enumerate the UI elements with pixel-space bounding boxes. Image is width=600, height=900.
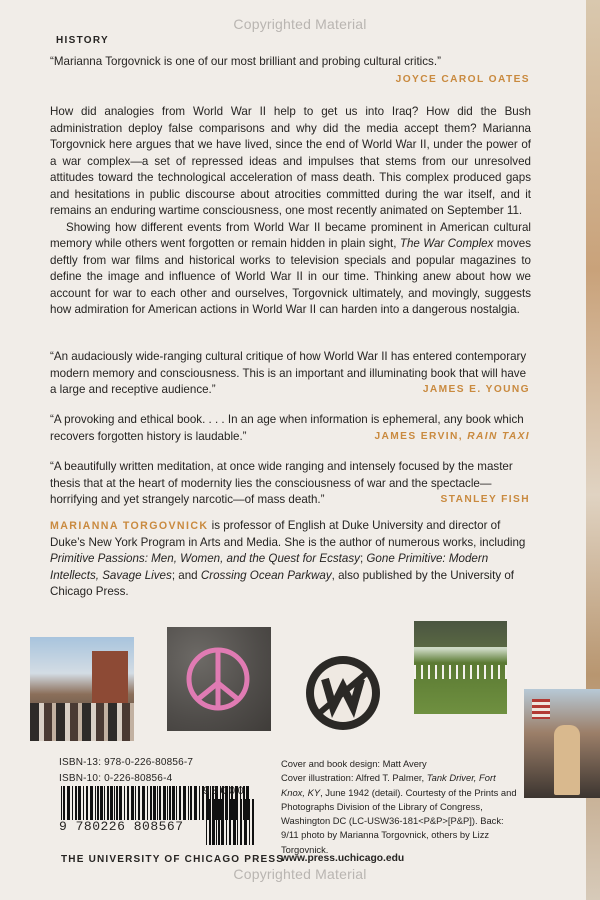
barcode-bar — [150, 786, 152, 820]
barcode-bar — [147, 786, 148, 820]
blurb-text: “An audaciously wide-ranging cultural critique of how World War II has entered contemporary modern memory and consciousness. This is an important and illuminating book that will have a large and receptive audience.” — [50, 350, 527, 396]
blurb-text: “Marianna Torgovnick is one of our most brilliant and probing cultural critics.” — [50, 55, 441, 68]
flag-shape — [532, 699, 550, 719]
barcode-bar — [169, 786, 171, 820]
barcode-bar — [142, 786, 145, 820]
barcode-bar — [229, 799, 231, 845]
book-title: The War Complex — [399, 237, 494, 250]
barcode-bar — [61, 786, 62, 820]
barcode-bar — [75, 786, 77, 820]
blurb-quote-1 — [50, 54, 530, 88]
barcode-bar — [107, 786, 109, 820]
category-label: HISTORY — [56, 35, 109, 46]
publisher-name: THE UNIVERSITY OF CHICAGO PRESS — [61, 854, 285, 865]
barcode-bar — [114, 786, 115, 820]
barcode-bar — [119, 786, 122, 820]
family-photo — [524, 689, 600, 798]
crowd-shape — [30, 703, 134, 741]
barcode-bar — [153, 786, 156, 820]
barcode-bar — [67, 786, 70, 820]
barcode-bar — [131, 786, 134, 820]
peace-sign-icon — [167, 627, 271, 731]
barcode-bar — [90, 786, 93, 820]
blurb-text: “A provoking and ethical book. . . . In an age when information is ephemeral, any book which recovers forgotten history is laudable.” — [50, 413, 524, 443]
isbn-10: ISBN-10: 0-226-80856-4 — [59, 773, 173, 784]
blurb-quote-4 — [50, 459, 530, 509]
barcode-bar — [135, 786, 136, 820]
barcode-bar — [233, 799, 236, 845]
barcode-bar — [226, 799, 227, 845]
cover-credits: Cover and book design: Matt Avery Cover illustration: Alfred T. Palmer, Tank Driver, Fort Knox, KY, June 1942 (detail). Courtesty of the Prints and Photographs Division of the Library of Congress, Washington DC (LC-USW36-181<P&P>[P&P]). Back: 9/11 photo by Marianna Torgovnick, others by Lizz Torgovnick. — [281, 758, 517, 855]
barcode-bar — [190, 786, 192, 820]
barcode-bar — [221, 799, 224, 845]
barcode-bar — [216, 799, 217, 845]
barcode-bar — [110, 786, 113, 820]
barcode-bar — [83, 786, 84, 820]
barcode-bar — [240, 799, 242, 845]
description-paragraph-1: How did analogies from World War II help to get us into Iraq? How did the Bush administration deploy false comparisons and why did the media accept them? Marianna Torgovnick here argues that we have lived, since the end of World War II, under the power of a war complex—a set of repressed ideas and impulses that stems from our unresolved attitudes toward the technological acceleration of mass death. This complex produced gaps and hesitations in public discourse about atrocities committed during the war itself, and it remains an enduring wartime consciousness, one most recently animated on September 11. — [50, 105, 531, 217]
blurb-attribution: JAMES ERVIN, RAIN TAXI — [374, 430, 530, 442]
blurb-text: “A beautifully written meditation, at once wide ranging and intensely focused by the master thesis that at the heart of modernity lies the consciousness of war and the spectacle—horrifying and yet strangely narcotic—of mass death.” — [50, 460, 513, 506]
w-stamp-photo — [303, 653, 383, 733]
blurb-quote-3 — [50, 412, 530, 445]
isbn-13: ISBN-13: 978-0-226-80856-7 — [59, 757, 194, 768]
barcode-bar — [188, 786, 189, 820]
barcode-bar — [104, 786, 105, 820]
barcode-bar — [116, 786, 118, 820]
blurb-attribution: STANLEY FISH — [440, 494, 530, 505]
author-bio: MARIANNA TORGOVNICK is professor of English at Duke University and director of Duke’s New York Program in Arts and Media. She is the author of numerous works, including Primitive Passions: Men, Women, and the Quest for Ecstasy; Gone Primitive: Modern Intellects, Savage Lives; and Crossing Ocean Parkway, also published by the University of Chicago Press. — [50, 519, 526, 598]
barcode-bar — [194, 786, 197, 820]
barcode-bar — [100, 786, 103, 820]
barcode-number: 9 780226 808567 — [59, 819, 184, 834]
description-paragraph-2: Showing how different events from World War II became prominent in American cultural memory while others went forgotten or remain hidden in plain sight, The War Complex moves deftly from war films and historical works to television specials and popular magazines to define the image and influence of World War II in our time. Thinking anew about how we account for war to each other and ourselves, Torgovnick ultimately, and movingly, suggests how admiration for American actions in World War II can harden into a dangerous nostalgia. — [50, 220, 531, 316]
barcode-bar — [206, 799, 207, 845]
barcode-bar — [78, 786, 81, 820]
barcode-bar — [209, 799, 211, 845]
w-stamp-icon — [303, 653, 383, 733]
blurb-quote-2 — [50, 349, 530, 399]
barcode-bar — [72, 786, 73, 820]
barcode-bar — [86, 786, 88, 820]
description-body — [50, 104, 531, 319]
barcode-bar — [218, 799, 220, 845]
barcode-bar — [237, 799, 238, 845]
cemetery-photo — [414, 621, 507, 714]
barcode-bar — [172, 786, 175, 820]
price-code: 90000 — [203, 786, 247, 798]
blurb-attribution: JOYCE CAROL OATES — [395, 73, 530, 85]
barcode-bar — [95, 786, 96, 820]
barcode-bar — [176, 786, 177, 820]
barcode-bar — [63, 786, 65, 820]
peace-sign-photo — [167, 627, 271, 731]
barcode-bar — [163, 786, 166, 820]
barcode-bar — [127, 786, 129, 820]
barcode-bar — [249, 799, 250, 845]
crowd-photo — [30, 637, 134, 741]
barcode-bar — [124, 786, 125, 820]
tree-shape — [414, 621, 507, 647]
author-name: MARIANNA TORGOVNICK — [50, 520, 209, 532]
barcode-bar — [183, 786, 186, 820]
watermark-top: Copyrighted Material — [233, 16, 367, 32]
blurb-attribution: JAMES E. YOUNG — [422, 384, 530, 395]
barcode-bar — [199, 786, 200, 820]
person-shape — [554, 725, 580, 795]
barcode-bar — [97, 786, 99, 820]
barcode-bar — [252, 799, 254, 845]
barcode-bar — [244, 799, 247, 845]
grave-rows — [414, 665, 507, 679]
barcode-bar — [138, 786, 140, 820]
barcode-bar — [159, 786, 161, 820]
barcode-bar — [167, 786, 168, 820]
barcode-bar — [157, 786, 158, 820]
barcode-bar — [179, 786, 181, 820]
publisher-url[interactable]: www.press.uchicago.edu — [281, 853, 405, 864]
addon-barcode-icon — [204, 799, 256, 845]
barcode-bar — [212, 799, 215, 845]
watermark-bottom: Copyrighted Material — [233, 866, 367, 882]
